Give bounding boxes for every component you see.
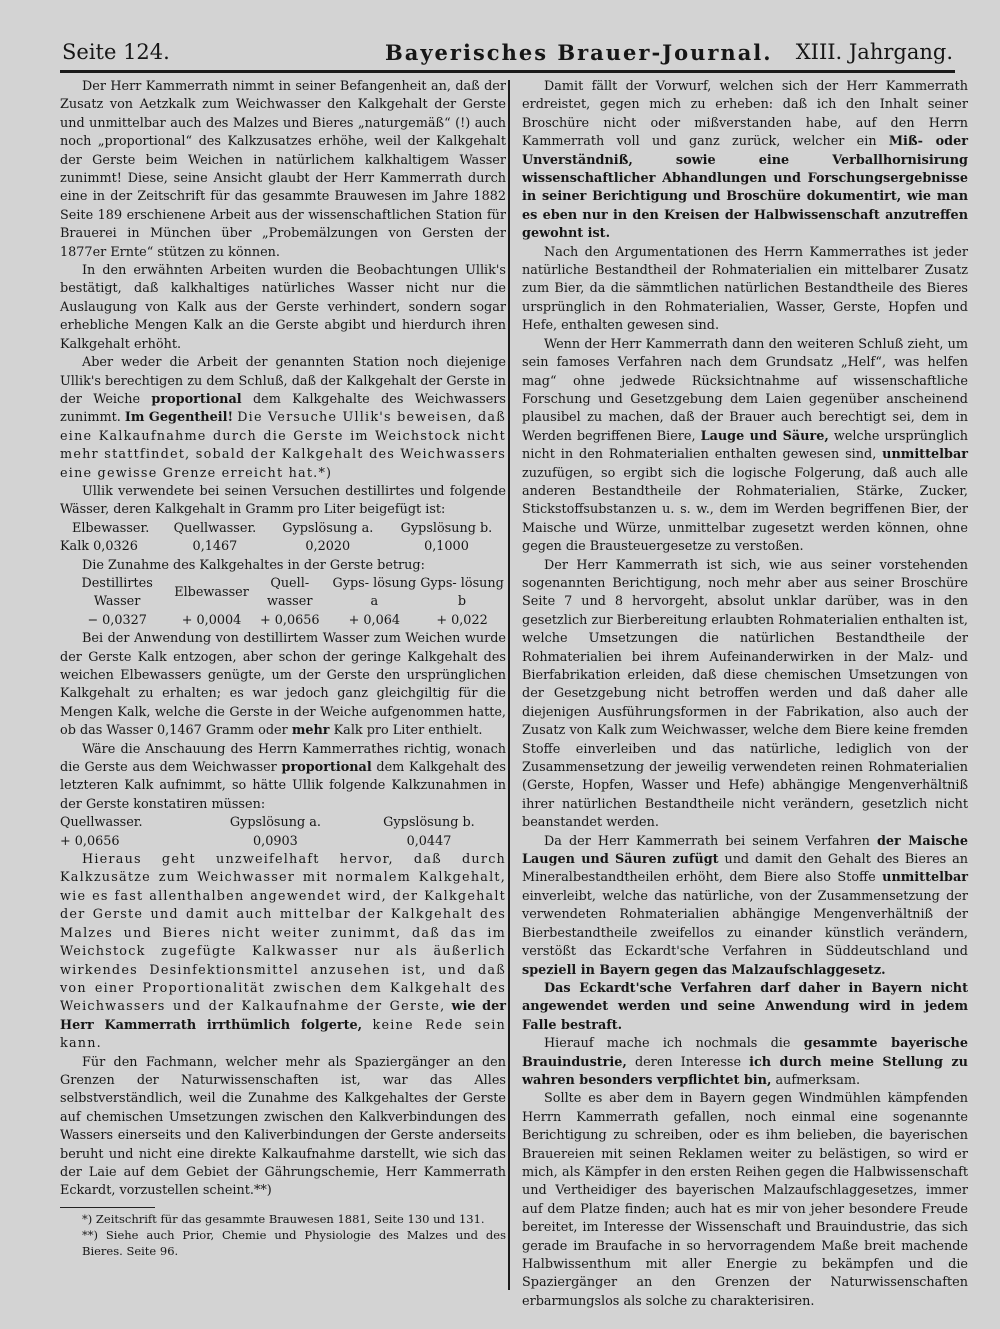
page-header <box>60 36 955 73</box>
footnote: **) Siehe auch Prior, Chemie und Physiologie des Malzes und des Bieres. Seite 96. <box>82 1227 506 1258</box>
table-header: Gypslösung b. <box>383 815 475 831</box>
table-cell: + 0,0656 <box>259 612 320 628</box>
paragraph: Für den Fachmann, welcher mehr als Spaziergänger an den Grenzen der Naturwissenschaften ist, war das Alles selbstverständlich, weil die Zunahme des Kalkgehaltes der Gerste auf chemischen Umsetzungen zwischen den Kalkverbindungen des Wassers einerseits und den Kaliverbindungen der Gerste anderseits beruht und nicht eine direkte Kalkaufnahme darstellt, wie sich das der Laie auf dem Gebiet der Gährungschemie, Herr Kammerrath Eckardt, vorzustellen scheint.**) <box>60 1054 506 1199</box>
calcium-content-table <box>60 520 506 557</box>
paragraph: In den erwähnten Arbeiten wurden die Beobachtungen Ullik's bestätigt, daß kalkhaltiges natürliches Wasser nicht nur die Auslaugung von Kalk aus der Gerste verhindert, sondern sogar erhebliche Mengen Kalk an die Gerste abgibt und hierdurch ihren Kalkgehalt erhöht. <box>60 263 506 352</box>
journal-title: Bayerisches Brauer-Journal. <box>385 40 773 65</box>
paragraph: Hierauf mache ich nochmals die gesammte bayerische Brauindustrie, deren Interesse ich durch meine Stellung zu wahren besonders verpflichtet bin, aufmerksam. <box>522 1036 968 1088</box>
paragraph: Wenn der Herr Kammerrath dann den weiteren Schluß zieht, um sein famoses Verfahren nach dem Grundsatz „Helf“, was helfen mag“ ohne jedwede Rücksichtnahme auf wissenschaftliche Forschung und Gesetzgebung dem Laien gegenüber anscheinend plausibel zu machen, daß der Brauer auch berechtigt sei, dem in Werden begriffenen Biere, Lauge und Säure, welche ursprünglich nicht in den Rohmaterialien enthalten gewesen sind, unmittelbar zuzufügen, so ergibt sich die logische Folgerung, daß auch alle anderen Bestandtheile der Rohmaterialien, Stärke, Zucker, Stickstoffsubstanzen u. s. w., dem im Werden begriffenen Bier, der Maische und Würze, unmittelbar zugesetzt werden können, ohne gegen die Brausteuergesetze zu verstoßen. <box>522 336 968 555</box>
table-header: Gyps- lösung a <box>332 575 417 610</box>
table-header: Gyps- lösung b <box>420 575 504 610</box>
paragraph: Hieraus geht unzweifelhaft hervor, daß durch Kalkzusätze zum Weichwasser mit normalem Kalkgehalt, wie es fast allenthalben angewendet wird, der Kalkgehalt der Gerste und damit auch mittelbar der Kalkgehalt des Malzes und Bieres nicht weiter zunimmt, daß das im Weichstock zugefügte Kalkwasser nur als äußerlich wirkendes Desinfektionsmittel anzusehen ist, und daß von einer Proportionalität zwischen dem Kalkgehalt des Weichwassers und der Kalkaufnahme der Gerste, wie der Herr Kammerrath irrthümlich folgerte, keine Rede sein kann. <box>60 852 506 1052</box>
table-cell: 0,1000 <box>424 539 469 555</box>
page-number: Seite 124. <box>62 40 170 64</box>
table-cell: 0,1467 <box>192 539 238 555</box>
table-cell: 0,0447 <box>406 833 452 849</box>
table-header: Quellwasser. <box>173 520 257 536</box>
paragraph: Nach den Argumentationen des Herrn Kammerrathes ist jeder natürliche Bestandtheil der Rohmaterialien ein mittelbarer Zusatz zum Bier, da die sämmtlichen natürlichen Bestandtheile des Bieres ursprünglich in den Rohmaterialien, Wasser, Gerste, Hopfen und Hefe, enthalten gewesen sind. <box>522 244 968 334</box>
paragraph: Wäre die Anschauung des Herrn Kammerrathes richtig, wonach die Gerste aus dem Weichwasser proportional dem Kalkgehalt des letzteren Kalk aufnimmt, so hätte Ullik folgende Kalkzunahmen in der Gerste konstatiren müssen: <box>60 741 506 812</box>
volume-label: XIII. Jahrgang. <box>795 40 953 64</box>
table-cell: + 0,022 <box>436 612 488 628</box>
calcium-increase-table <box>60 575 506 630</box>
paragraph: Bei der Anwendung von destillirtem Wasser zum Weichen wurde der Gerste Kalk entzogen, aber schon der geringe Kalkgehalt des weichen Elbewassers genügte, um der Gerste den ursprünglichen Kalkgehalt zu erhalten; es war jedoch ganz gleichgiltig für die Mengen Kalk, welche die Gerste in der Weiche aufgenommen hatte, ob das Wasser 0,1467 Gramm oder mehr Kalk pro Liter enthielt. <box>60 631 506 739</box>
paragraph: Der Herr Kammerrath nimmt in seiner Befangenheit an, daß der Zusatz von Aetzkalk zum Weichwasser den Kalkgehalt der Gerste und unmittelbar auch des Malzes und Bieres „naturgemäß“ (!) auch noch „proportional“ des Kalkzusatzes erhöhe, weil der Kalkgehalt der Gerste beim Weichen in natürlichem kalkhaltigem Wasser zunimmt! Diese, seine Ansicht glaubt der Herr Kammerrath durch eine in der Zeitschrift für das gesammte Brauwesen im Jahre 1882 Seite 189 erschienene Arbeit aus der wissenschaftlichen Station für Brauerei in München über „Probemälzungen von Gersten der 1877er Ernte“ stützen zu können. <box>60 79 506 260</box>
table-cell: + 0,0656 <box>60 833 120 849</box>
table-header: Gypslösung a. <box>282 520 374 536</box>
table-cell: + 0,064 <box>348 612 401 628</box>
footnote-rule <box>60 1207 155 1208</box>
footnote: *) Zeitschrift für das gesammte Brauwesen 1881, Seite 130 und 131. <box>82 1211 485 1226</box>
table-cell: Kalk 0,0326 <box>60 539 138 555</box>
hypothetical-increase-table <box>60 814 506 851</box>
table-header: Destillirtes Wasser <box>81 575 153 610</box>
table-header: Gypslösung b. <box>400 520 493 536</box>
table-header: Elbewasser <box>174 585 249 601</box>
table-cell: + 0,0004 <box>181 612 242 628</box>
paragraph: Das Eckardt'sche Verfahren darf daher in Bayern nicht angewendet werden und seine Anwendung wird in jedem Falle bestraft. <box>522 980 968 1033</box>
left-column <box>60 78 506 1269</box>
table-header: Gypslösung a. <box>229 815 321 831</box>
right-column <box>522 78 968 1309</box>
table-cell: 0,0903 <box>253 833 298 849</box>
table-cell: − 0,0327 <box>87 612 147 628</box>
column-divider <box>508 80 510 1290</box>
table-header: Elbewasser. <box>72 520 150 536</box>
paragraph: Ullik verwendete bei seinen Versuchen destillirtes und folgende Wässer, deren Kalkgehalt in Gramm pro Liter beigefügt ist: <box>60 483 506 518</box>
paragraph: Sollte es aber dem in Bayern gegen Windmühlen kämpfenden Herrn Kammerrath gefallen, noch einmal eine sogenannte Berichtigung zu schreiben, oder es ihm belieben, die bayerischen Brauereien mit seinen Reklamen weiter zu belästigen, so wird er mich, als Kämpfer in den ersten Reihen gegen die Halbwissenschaft und Vertheidiger des bayerischen Malzaufschlaggesetzes, immer auf dem Platze finden; auch hat es mir von jeher besondere Freude bereitet, im Interesse der Wissenschaft und Brauindustrie, das sich gerade im Braufache in so hervorragendem Maße breit machende Halbwissenthum mit aller Energie zu bekämpfen und die Spaziergänger an den Grenzen der Naturwissenschaften erbarmungslos als solche zu charakterisiren. <box>522 1091 968 1309</box>
paragraph: Der Herr Kammerrath ist sich, wie aus seiner vorstehenden sogenannten Berichtigung, noch mehr aber aus seiner Broschüre Seite 7 und 8 hervorgeht, absolut unklar darüber, was in den gesetzlich zur Bierbereitung erlaubten Rohmaterialien enthalten ist, welche Umsetzungen die natürlichen Bestandtheile der Rohmaterialien bei ihrem Aufeinanderwirken in der Malz- und Bierfabrikation erleiden, daß diese chemischen Umsetzungen von der Gesetzgebung nicht betroffen werden und daß daher alle diejenigen Ausführungsformen in der Fabrikation, also auch der Zusatz von Kalk zum Weichwasser, welche dem Biere keine fremden Stoffe einverleiben und das natürliche, lediglich von der Zusammensetzung der jeweilig verwendeten reinen Rohmaterialien (Gerste, Hopfen, Wasser und Hefe) abhängige Mengenverhältniß ihrer natürlichen Bestandtheile nicht verändern, gesetzlich nicht beanstandet werden. <box>522 557 968 831</box>
paragraph: Damit fällt der Vorwurf, welchen sich der Herr Kammerrath erdreistet, gegen mich zu erheben: daß ich den Inhalt seiner Broschüre nicht oder mißverstanden habe, auf den Herrn Kammerrath voll und ganz zurück, welcher ein Miß- oder Unverständniß, sowie eine Verballhornisirung wissenschaftlicher Abhandlungen und Forschungsergebnisse in seiner Berichtigung und Broschüre dokumentirt, wie man es eben nur in den Kreisen der Halbwissenschaft anzutreffen gewohnt ist. <box>522 79 968 242</box>
table-header: Quellwasser. <box>60 815 143 831</box>
paragraph: Aber weder die Arbeit der genannten Station noch diejenige Ullik's berechtigen zu dem Schluß, daß der Kalkgehalt der Gerste in der Weiche proportional dem Kalkgehalte des Weichwassers zunimmt. Im Gegentheil! Die Versuche Ullik's beweisen, daß eine Kalkaufnahme durch die Gerste im Weichstock nicht mehr stattfindet, sobald der Kalkgehalt des Weichwassers eine gewisse Grenze erreicht hat.*) <box>60 355 506 481</box>
paragraph: Die Zunahme des Kalkgehaltes in der Gerste betrug: <box>82 557 425 573</box>
paragraph: Da der Herr Kammerrath bei seinem Verfahren der Maische Laugen und Säuren zufügt und damit den Gehalt des Bieres an Mineralbestandtheilen erhöht, dem Biere also Stoffe unmittelbar einverleibt, welche das natürliche, von der Zusammensetzung der verwendeten Rohmaterialien abhängige Mengenverhältniß der Bierbestandtheile zweifellos zu einander künstlich verändern, verstößt das Eckardt'sche Verfahren in Süddeutschland und speziell in Bayern gegen das Malzaufschlaggesetz. <box>522 833 968 978</box>
table-header: Quell- wasser <box>267 575 313 610</box>
table-cell: 0,2020 <box>305 539 351 555</box>
